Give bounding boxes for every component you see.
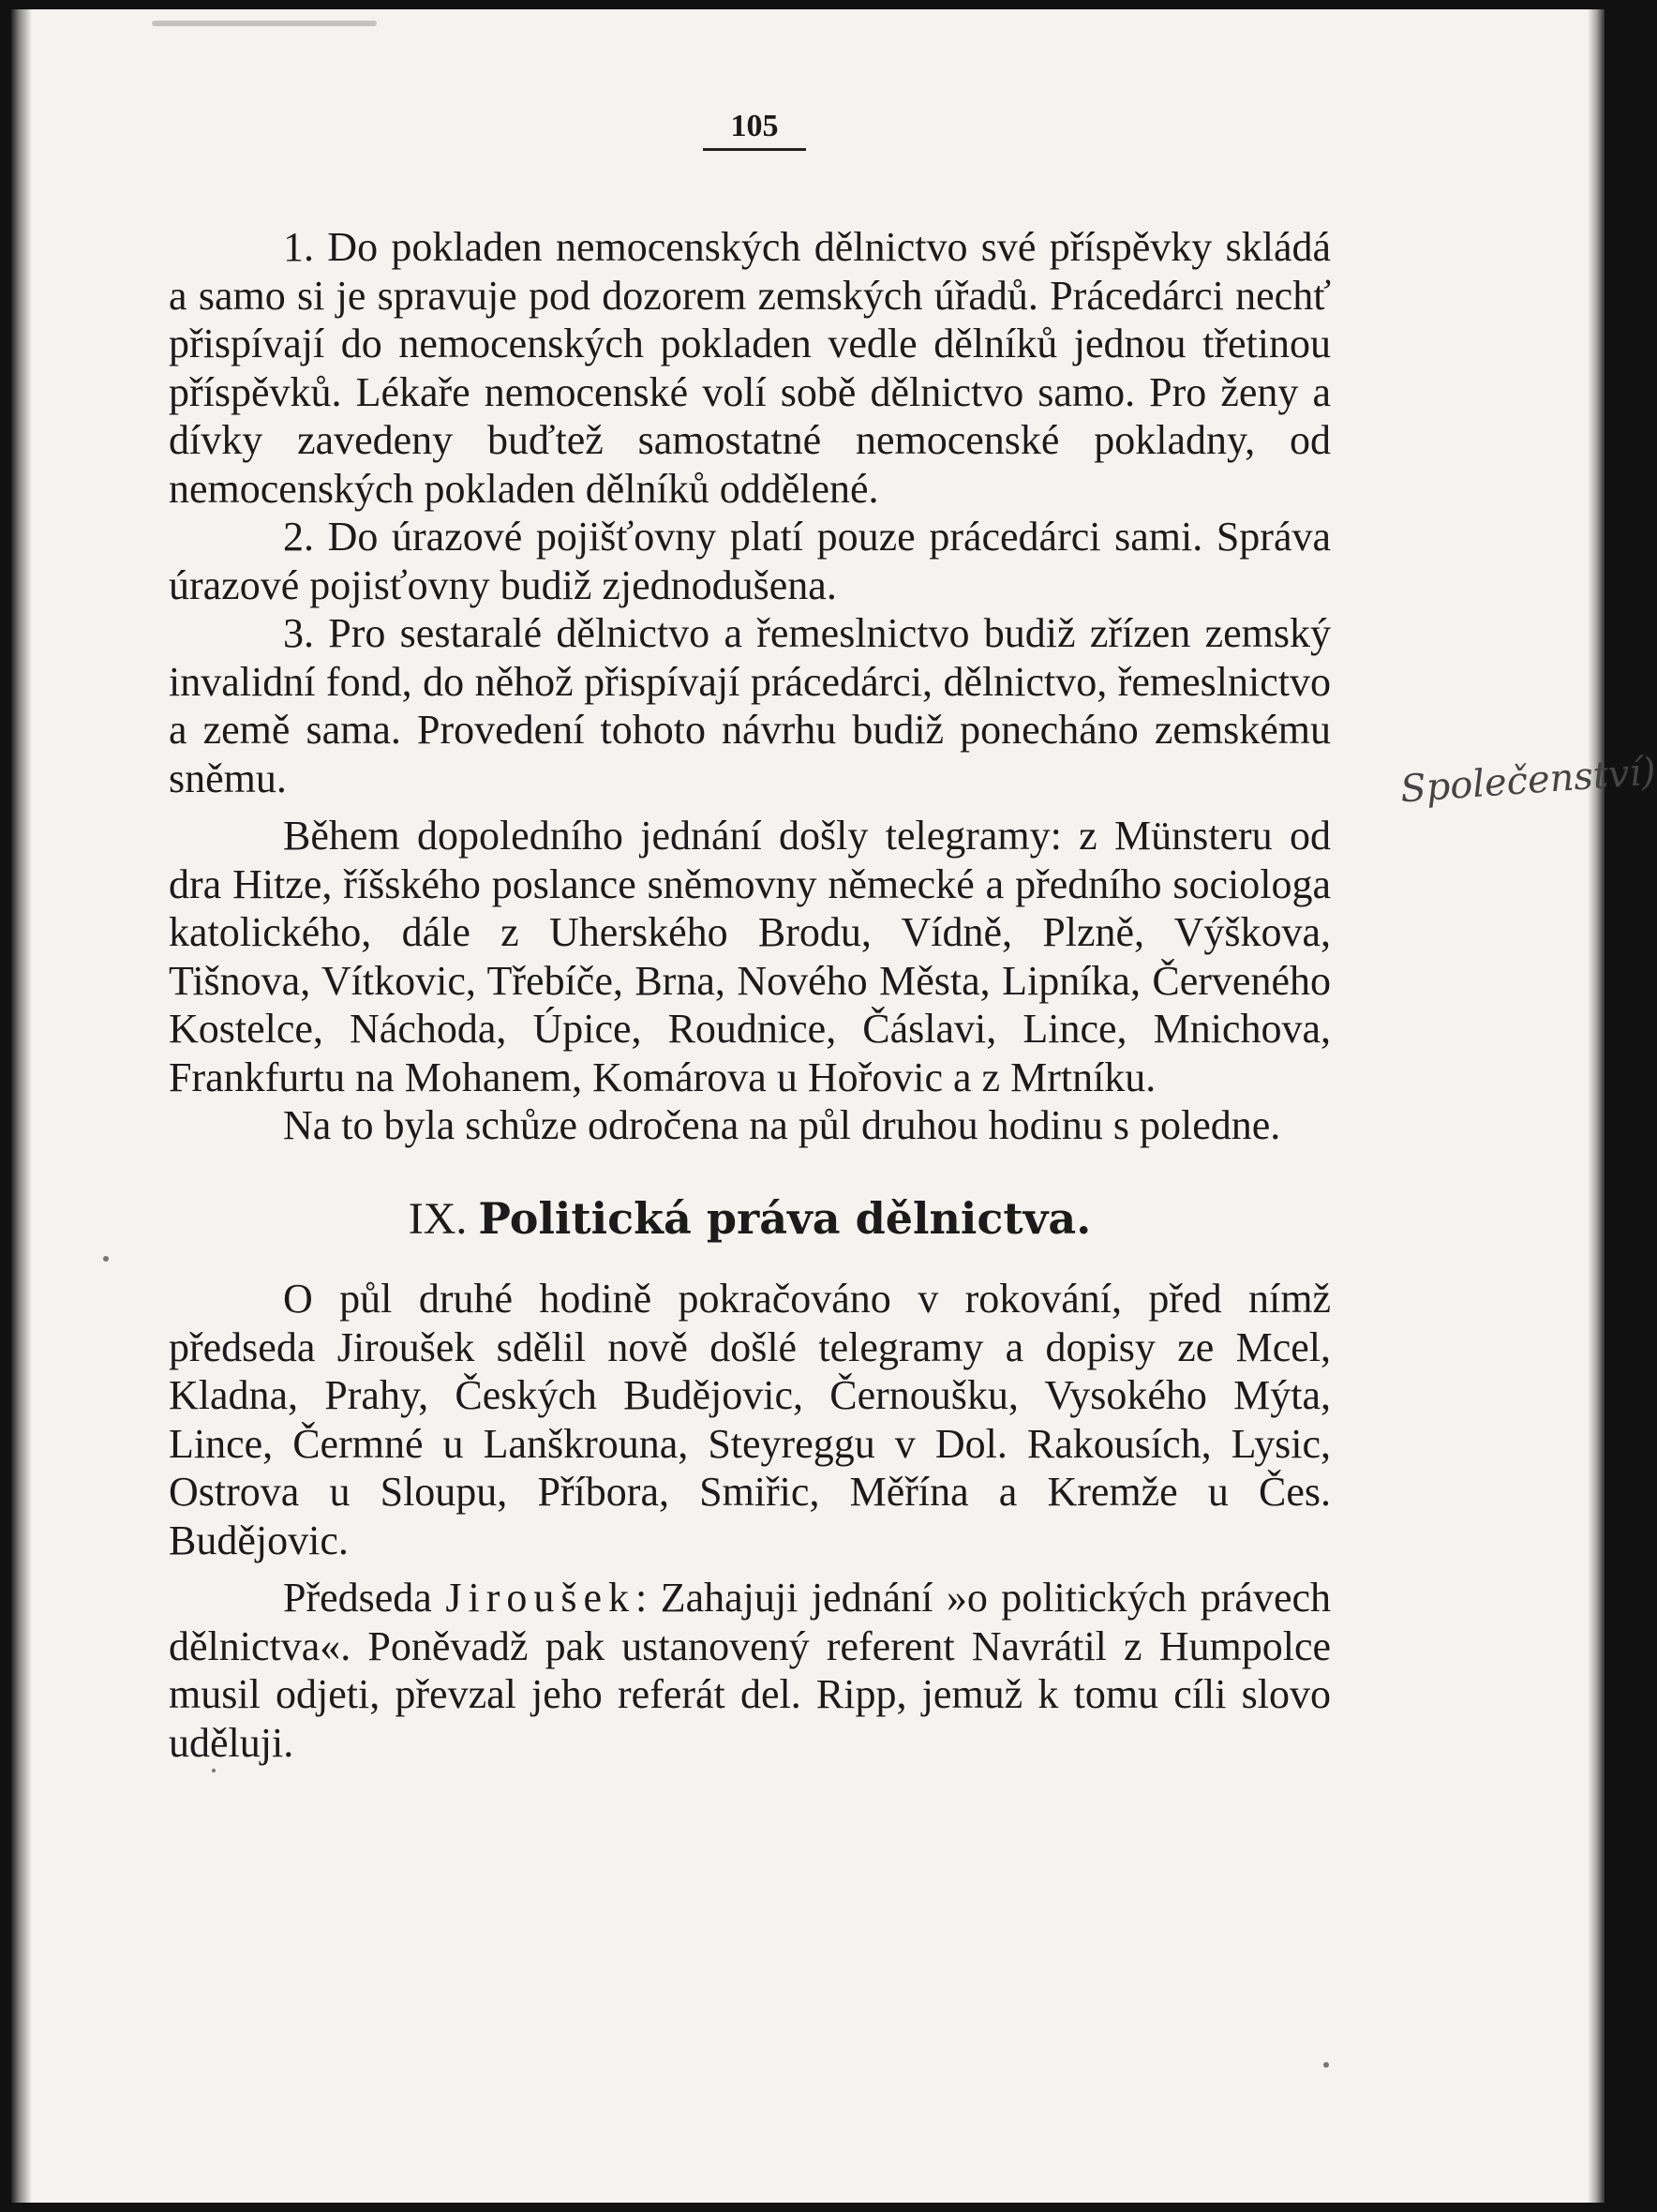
scan-smudge bbox=[152, 21, 377, 26]
book-page bbox=[11, 9, 1657, 2203]
scan-speck bbox=[212, 1769, 216, 1772]
page-body bbox=[169, 223, 1331, 1767]
paragraph-adjourned: Na to byla schůze odročena na půl druhou hodinu s poledne. bbox=[283, 1102, 1281, 1148]
paragraph-3: 3. Pro sestaralé dělnictvo a řemeslnictvo budiž zřízen zemský invalidní fond, do něhož přispívají prácedárci, dělnictvo, řemeslnictvo a země sama. Provedení tohoto návrhu budiž ponecháno zemskému sněmu. bbox=[169, 610, 1331, 801]
section-heading bbox=[169, 1192, 1331, 1244]
section-title: Politická práva dělnictva. bbox=[478, 1192, 1092, 1244]
paragraph-telegrams: Během dopoledního jednání došly telegramy: z Münsteru od dra Hitze, říšského poslance sněmovny německé a předního sociologa katolického, dále z Uherského Brodu, Vídně, Plzně, Výškova, Tišnova, Vítkovic, Třebíče, Brna, Nového Města, Lipníka, Červeného Kostelce, Náchoda, Úpice, Roudnice, Čáslavi, Lince, Mnichova, Frankfurtu na Mohanem, Komárova u Hořovic a z Mrtníku. bbox=[169, 813, 1331, 1100]
section-number: IX. bbox=[408, 1193, 468, 1244]
paragraph-afternoon: O půl druhé hodině pokračováno v rokování, před nímž předseda Jiroušek sdělil nově došlé telegramy a dopisy ze Mcel, Kladna, Prahy, Českých Budějovic, Černoušku, Vysokého Mýta, Lince, Čermné u Lanškrouna, Steyreggu v Dol. Rakousích, Lysic, Ostrova u Sloupu, Příbora, Smiřic, Měřína a Kremže u Čes. Budějovic. bbox=[169, 1276, 1331, 1563]
paragraph-1: 1. Do pokladen nemocenských dělnictvo své příspěvky skládá a samo si je spravuje pod dozorem zemských úřadů. Prácedárci nechť přispívají do nemocenských pokladen vedle dělníků jednou třetinou příspěvků. Lékaře nemocenské volí sobě dělnictvo samo. Pro ženy a dívky zavedeny buďtež samostatné nemocenské pokladny, od nemocenských pokladen dělníků oddělené. bbox=[169, 224, 1331, 512]
scan-edge-right bbox=[1588, 9, 1605, 2203]
chairman-lead: Předseda bbox=[283, 1575, 432, 1621]
handwritten-margin-note: Společenství) bbox=[1398, 750, 1657, 812]
chairman-speech: : Zahajuji jednání »o politických právech dělnictva«. Poněvadž pak ustanovený referent Navrátil z Humpolce musil odjeti, převzal jeho referát del. Ripp, jemuž k tomu cíli slovo uděluji. bbox=[169, 1575, 1331, 1766]
speaker-name: Jiroušek bbox=[445, 1575, 635, 1621]
scan-speck bbox=[103, 1256, 109, 1262]
paragraph-chairman bbox=[169, 1574, 1331, 1767]
scan-edge-left bbox=[11, 9, 32, 2203]
paragraph-2: 2. Do úrazové pojišťovny platí pouze prácedárci sami. Správa úrazové pojisťovny budiž zjednodušena. bbox=[169, 514, 1331, 608]
scan-speck bbox=[1323, 2062, 1329, 2068]
page-number: 105 bbox=[703, 109, 806, 151]
